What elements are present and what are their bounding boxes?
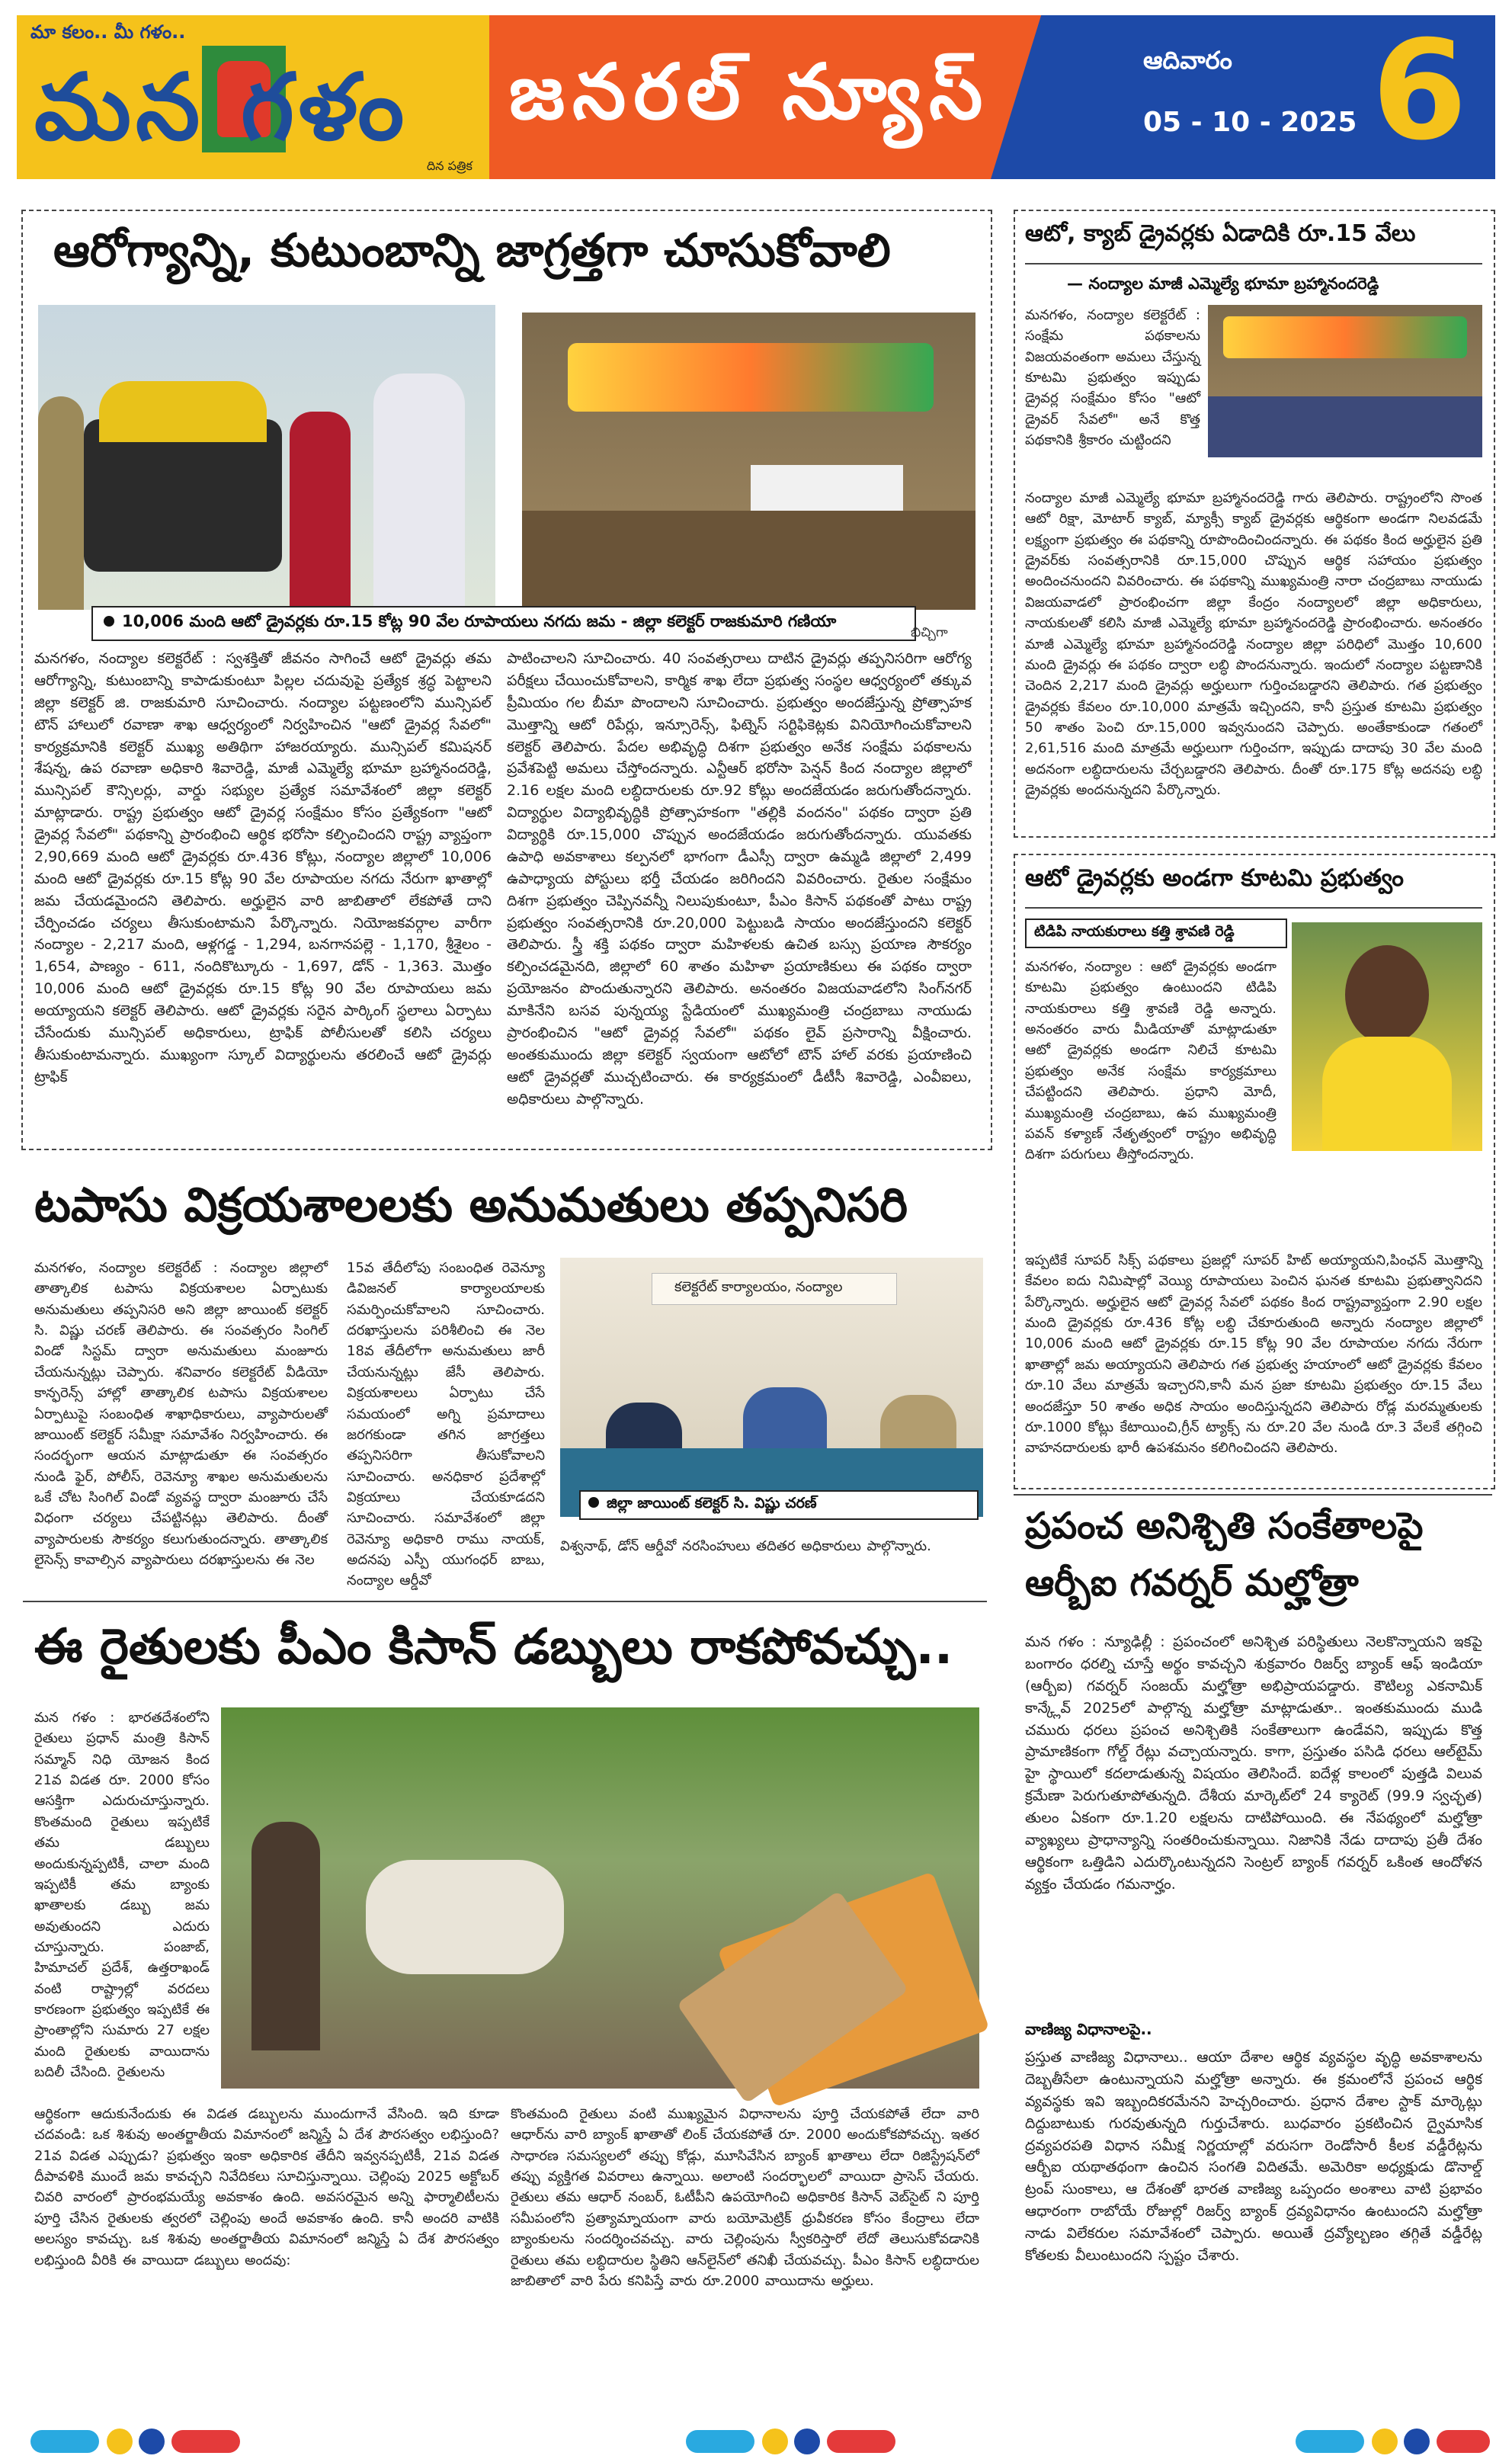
story2-headline[interactable]: ఆటో, క్యాబ్ డ్రైవర్లకు ఏడాదికి రూ.15 వేలు bbox=[1025, 220, 1416, 247]
story1-column-2: పాటించాలని సూచించారు. 40 సంవత్సరాలు దాటిన డ్రైవర్లు తప్పనిసరిగా ఆరోగ్య పరీక్షలు చేయించుకోవాలని, కార్మిక శాఖ లేదా ప్రభుత్వ సంస్థల ఆధ్వర్యంలో తక్కువ ప్రీమియం గల బీమా పొందాలని సూచించారు. ప్రభుత్వం అందజేస్తున్న ప్రోత్సాహక మొత్తాన్ని ఆటో రిపేర్లు, ఇన్సూరెన్స్, ఫిట్నెస్ సర్టిఫికెట్లకు వినియోగించుకోవాలని కలెక్టర్ తెలిపారు. పేదల అభివృద్ధి దిశగా ప్రభుత్వం అనేక సంక్షేమ పథకాలను ప్రవేశపెట్టి అమలు చేస్తోందన్నారు. ఎన్టీఆర్ భరోసా పెన్షన్ కింద నంద్యాల జిల్లాలో 2.16 లక్షల మంది లబ్ధిదారులకు రూ.92 కోట్లు అందజేయడం జరుగుతోందన్నారు. విద్యార్థుల విద్యాభివృద్ధికి ప్రోత్సాహకంగా "తల్లికి వందనం" పథకం ద్వారా ప్రతి విద్యార్థికి రూ.15,000 చొప్పున అందజేయడం జరుగుతోందన్నారు. యువతకు ఉపాధి అవకాశాలు కల్పనలో భాగంగా డీఎస్సీ ద్వారా ఉమ్మడి జిల్లాలో 2,499 ఉపాధ్యాయ పోస్టులు భర్తీ చేయడం జరిగిందని వివరించారు. రైతుల సంక్షేమం దిశగా ప్రభుత్వం చెప్పినవన్నీ నిలుపుకుంటూ, పీఎం కిసాన్ పథకంతో పాటు రాష్ట్ర ప్రభుత్వం సంవత్సరానికి రూ.20,000 పెట్టుబడి సాయం అందజేస్తుందని కలెక్టర్ తెలిపారు. స్త్రీ శక్తి పథకం ద్వారా మహిళలకు ఉచిత బస్సు ప్రయాణ సౌకర్యం కల్పించడమైనది, జిల్లాలో 60 శాతం మహిళా ప్రయాణికులు ఈ పథకం ద్వారా ప్రయోజనం పొందుతున్నారని తెలిపారు. అనంతరం విజయవాడలోని సింగ్‌నగర్ మాకినేని బసవ పున్నయ్య స్టేడియంలో ముఖ్యమంత్రి చంద్రబాబు నాయుడు ప్రారంభించిన "ఆటో డ్రైవర్ల సేవలో" పథకం లైవ్ ప్రసారాన్ని వీక్షించారు. అంతకుముందు జిల్లా కలెక్టర్ స్వయంగా ఆటోలో టౌన్ హాల్ వరకు ప్రయాణించి ఆటో డ్రైవర్లతో ముచ్చటించారు. ఈ కార్యక్రమంలో డీటీసీ శివారెడ్డి, ఎంవీఐలు, అధికారులు పాల్గొన్నారు. bbox=[507, 650, 972, 1108]
story4-photo-meeting bbox=[560, 1258, 983, 1517]
story5-headline[interactable]: ఈ రైతులకు పీఎం కిసాన్ డబ్బులు రాకపోవచ్చు.. bbox=[34, 1619, 953, 1675]
caption-bullet-icon bbox=[588, 1497, 599, 1508]
footer-dot-blue-3 bbox=[1404, 2429, 1430, 2454]
story4-office-sign: కలెక్టరేట్ కార్యాలయం, నంద్యాల bbox=[674, 1279, 843, 1295]
masthead-logo-sub: దిన పత్రిక bbox=[427, 159, 472, 173]
footer-pill-red bbox=[171, 2430, 240, 2453]
masthead bbox=[0, 0, 1512, 191]
footer-bar bbox=[0, 2424, 1512, 2459]
story5-wide-column-2: కొంతమంది రైతులు వంటి ముఖ్యమైన విధానాలను పూర్తి చేయకపోతే లేదా వారి ఆధార్‌ను వారి బ్యాంక్ ఖాతాతో లింక్ చేయకపోతే రూ. 2000 అందుకోకపోవచ్చు. ఇతర సాధారణ సమస్యలలో తప్పు కోడ్లు, మూసివేసిన బ్యాంక్ ఖాతాలు లేదా రిజిస్ట్రేషన్‌లో తప్పు వ్యక్తిగత వివరాలు ఉన్నాయి. అలాంటి సందర్భాలలో వాయిదా ప్రాసెస్ చేయరు. రైతులు తమ ఆధార్ నంబర్, ఓటీపీని ఉపయోగించి అధికారిక కిసాన్ వెబ్‌సైట్ ని పూర్తి సమీపంలోని ప్రత్యామ్నాయంగా వారు బయోమెట్రిక్ ధ్రువీకరణ కోసం కేంద్రాలు లేదా బ్యాంకులను సందర్శించవచ్చు. వారు చెల్లింపును స్వీకరిస్తారో లేదో తెలుసుకోవడానికి రైతులు తమ లబ్ధిదారుల స్థితిని ఆన్‌లైన్‌లో తనిఖీ చేయవచ్చు. పీఎం కిసాన్ లబ్ధిదారుల జాబితాలో వారి పేరు కనిపిస్తే వారు రూ.2000 వాయిదాను అర్హులు. bbox=[511, 2106, 979, 2289]
story2-byline-text: నంద్యాల మాజీ ఎమ్మెల్యే భూమా బ్రహ్మానందరెడ్డి bbox=[1088, 274, 1379, 293]
footer-dot-blue bbox=[139, 2429, 165, 2454]
story3-portrait bbox=[1292, 922, 1482, 1151]
story1-photo-ceremony bbox=[522, 313, 975, 610]
masthead-logo[interactable]: మన గళం bbox=[34, 53, 409, 161]
story3-lead: మనగళం, నంద్యాల : ఆటో డ్రైవర్లకు అండగా కూటమి ప్రభుత్వం ఉంటుందని టిడిపి నాయకురాలు కత్తి శ్రావణి రెడ్డి అన్నారు. అనంతరం వారు మీడియాతో మాట్లాడుతూ ఆటో డ్రైవర్లకు అండగా నిలిచే కూటమి ప్రభుత్వం అనేక సంక్షేమ కార్యక్రమాలు చేపట్టిందని తెలిపారు. ప్రధాని మోదీ, ముఖ్యమంత్రి చంద్రబాబు, ఉప ముఖ్యమంత్రి పవన్ కళ్యాణ్ నేతృత్వంలో రాష్ట్రం అభివృద్ధి దిశగా పరుగులు తీస్తోందన్నారు. bbox=[1025, 959, 1277, 1163]
story1-headline[interactable]: ఆరోగ్యాన్ని, కుటుంబాన్ని జాగ్రత్తగా చూసుకోవాలి bbox=[53, 224, 891, 277]
story5-narrow-column: మన గళం : భారతదేశంలోని రైతులు ప్రధాన్ మంత్రి కిసాన్ సమ్మాన్ నిధి యోజన కింద 21వ విడత రూ. 2000 కోసం ఆసక్తిగా ఎదురుచూస్తున్నారు. కొంతమంది రైతులు ఇప్పటికే తమ డబ్బులు అందుకున్నప్పటికీ, చాలా మంది ఇప్పటికీ తమ బ్యాంకు ఖాతాలకు డబ్బు జమ అవుతుందని ఎదురు చూస్తున్నారు. పంజాబ్, హిమాచల్ ప్రదేశ్, ఉత్తరాఖండ్ వంటి రాష్ట్రాల్లో వరదలు కారణంగా ప్రభుత్వం ఇప్పటికే ఈ ప్రాంతాల్లోని సుమారు 27 లక్షల మంది రైతులకు వాయిదాను బదిలీ చేసింది. రైతులను bbox=[34, 1710, 210, 2081]
story6-headline-2[interactable]: ఆర్బీఐ గవర్నర్ మల్హోత్రా bbox=[1025, 1562, 1359, 1605]
story6-body-2: ప్రస్తుత వాణిజ్య విధానాలు.. ఆయా దేశాల ఆర్థిక వ్యవస్థల వృద్ధి అవకాశాలను దెబ్బతీసేలా ఉంటున్నాయని మల్హోత్రా అన్నారు. ఈ క్రమంలోనే ప్రపంచ ఆర్థిక వ్యవస్థకు ఇవి ఇబ్బందికరమేనని హెచ్చరించారు. ప్రధాన దేశాల స్టాక్ మార్కెట్లు దిద్దుబాటుకు గురవుతున్నది గుర్తుచేశారు. బుధవారం ప్రకటించిన ద్వైమాసిక ద్రవ్యపరపతి విధాన సమీక్ష నిర్ణయాల్లో వరుసగా రెండోసారీ కీలక వడ్డీరేట్లను ఆర్బీఐ యథాతథంగా ఉంచిన సంగతి విదితమే. అమెరికా అధ్యక్షుడు డొనాల్డ్ ట్రంప్ సుంకాలు, ఆ దేశంతో భారత వాణిజ్య ఒప్పందం అంశాలు వాటి ప్రభావం ఆధారంగా రాబోయే రోజుల్లో రిజర్వ్ బ్యాంక్ ద్రవ్యవిధానం ఉంటుందని మల్హోత్రా నాడు విలేకరుల సమావేశంలో చెప్పారు. అయితే ద్రవ్యోల్బణం తగ్గితే వడ్డీరేట్ల కోతలకు వీలుంటుందని స్పష్టం చేశారు. bbox=[1025, 2049, 1482, 2264]
story6-subhead: వాణిజ్య విధానాలపై.. bbox=[1025, 2020, 1152, 2038]
story1-side-label: బిచ్చిగా bbox=[911, 625, 948, 640]
issue-date: 05 - 10 - 2025 bbox=[1143, 107, 1357, 138]
story4-bottom-rule bbox=[23, 1601, 987, 1602]
footer-pill-blue bbox=[30, 2430, 99, 2453]
footer-dot-yellow-3 bbox=[1372, 2429, 1398, 2454]
story4-column-3: విశ్వనాథ్, డోన్ ఆర్డీవో నరసింహులు తదితర అధికారులు పాల్గొన్నారు. bbox=[560, 1538, 931, 1554]
footer-pill-red-3 bbox=[1437, 2430, 1490, 2453]
story2-byline: — నంద్యాల మాజీ ఎమ్మెల్యే భూమా బ్రహ్మానందరెడ్డి bbox=[1067, 274, 1379, 293]
footer-dot-yellow-2 bbox=[762, 2429, 788, 2454]
story4-column-2: 15వ తేదీలోపు సంబంధిత రెవెన్యూ డివిజనల్ కార్యాలయాలకు సమర్పించుకోవాలని సూచించారు. దరఖాస్తులను పరిశీలించి ఈ నెల 18వ తేదీలోగా అనుమతులు జారీ చేయనున్నట్లు జేసీ తెలిపారు. విక్రయశాలలు ఏర్పాటు చేసే సమయంలో అగ్ని ప్రమాదాలు జరగకుండా తగిన జాగ్రత్తలు తప్పనిసరిగా తీసుకోవాలని సూచించారు. అనధికార ప్రదేశాల్లో విక్రయాలు చేయకూడదని సూచించారు. సమావేశంలో జిల్లా రెవెన్యూ అధికారి రాము నాయక్, అదనపు ఎస్పీ యుగంధర్ బాబు, నంద్యాల ఆర్డీవో bbox=[347, 1260, 545, 1589]
page-number: 6 bbox=[1372, 11, 1468, 171]
caption-bullet-icon bbox=[104, 616, 114, 627]
story3-body: ఇప్పటికే సూపర్ సిక్స్ పథకాలు ప్రజల్లో సూపర్ హిట్ అయ్యాయని,పింఛన్ మొత్తాన్ని కేవలం ఐదు నిమిషాల్లో వెయ్యి రూపాయలు పెంచిన ఘనత కూటమి ప్రభుత్వానిదని పేర్కొన్నారు. అర్హులైన ఆటో డ్రైవర్ల సేవలో పథకం కింద రాష్ట్రవ్యాప్తంగా 2.90 లక్షల మంది డ్రైవర్లకు రూ.436 కోట్ల లబ్ధి చేకూరుతుంది అన్నారు నంద్యాల జిల్లాలో 10,006 మంది ఆటో డ్రైవర్లకు రూ.15 కోట్ల 90 వేల రూపాయల నగదు నేరుగా ఖాతాల్లో జమ అయ్యాయని తెలిపారు గత ప్రభుత్వ హయాంలో ఆటో డ్రైవర్లకు కేవలం రూ.10 వేలు మాత్రమే ఇచ్చారని,కానీ మన ప్రజా కూటమి ప్రభుత్వం రూ.15 వేలు అందజేస్తూ 50 శాతం అధిక సాయం అందిస్తున్నదని తెలిపారు రోడ్ల మరమ్మతులకు రూ.1000 కోట్లు కేటాయించి,గ్రీన్ ట్యాక్స్ ను రూ.20 వేల నుండి రూ.3 వేలకే తగ్గించి వాహనదారులకు భారీ ఉపశమనం కలిగించిందని తెలిపారు. bbox=[1025, 1252, 1482, 1457]
story6-top-rule bbox=[1014, 1494, 1492, 1496]
story6-headline-1[interactable]: ప్రపంచ అనిశ్చితి సంకేతాలపై bbox=[1025, 1505, 1424, 1547]
section-title: జనరల్ న్యూస్ bbox=[509, 47, 991, 136]
footer-pill-blue-2 bbox=[686, 2430, 754, 2453]
story1-photo-auto bbox=[38, 305, 495, 610]
story1-caption bbox=[91, 606, 916, 641]
footer-dot-yellow bbox=[107, 2429, 133, 2454]
story2-rule bbox=[1025, 263, 1482, 264]
footer-pill-red-2 bbox=[827, 2430, 895, 2453]
story6-body: మన గళం : న్యూఢిల్లీ : ప్రపంచంలో అనిశ్చిత పరిస్థితులు నెలకొన్నాయని ఇకపై బంగారం ధరల్ని చూస్తే అర్థం కావచ్చని శుక్రవారం రిజర్వ్ బ్యాంక్ ఆఫ్ ఇండియా (ఆర్బీఐ) గవర్నర్ సంజయ్ మల్హోత్రా అభిప్రాయపడ్డారు. కౌటిల్య ఎకనామిక్ కాన్క్లేవ్ 2025లో పాల్గొన్న మల్హోత్రా మాట్లాడుతూ.. ఇంతకుముందు ముడి చమురు ధరలు ప్రపంచ అనిశ్చితికి సంకేతాలుగా ఉండేవని, ఇప్పుడు కొత్త ప్రామాణికంగా గోల్డ్ రేట్లు వచ్చాయన్నారు. కాగా, ప్రస్తుతం పసిడి ధరలు ఆల్‌టైమ్ హై స్థాయిలో కదలాడుతున్న విషయం తెలిసిందే. ఐదేళ్ల కాలంలో పుత్తడి విలువ క్రమేణా పెరుగుతూపోతున్నది. దేశీయ మార్కెట్‌లో 24 క్యారెట్ (99.9 స్వచ్ఛత) తులం ఏకంగా రూ.1.20 లక్షలను దాటిపోయింది. ఈ నేపథ్యంలో మల్హోత్రా వ్యాఖ్యలు ప్రాధాన్యాన్ని సంతరించుకున్నాయి. నిజానికి నేడు దాదాపు ప్రతీ దేశం ఆర్థికంగా ఒత్తిడిని ఎదుర్కొంటున్నదని సెంట్రల్ బ్యాంక్ గవర్నర్ ఒకింత ఆందోళన వ్యక్తం చేయడం గమనార్హం. bbox=[1025, 1633, 1482, 1893]
story3-rule bbox=[1025, 907, 1482, 909]
story4-caption-text: జిల్లా జాయింట్ కలెక్టర్ సి. విష్ణు చరణ్ bbox=[607, 1495, 817, 1512]
story1-column-1: మనగళం, నంద్యాల కలెక్టరేట్ : స్వశక్తితో జీవనం సాగించే ఆటో డ్రైవర్లు తమ ఆరోగ్యాన్ని, కుటుంబాన్ని కాపాడుకుంటూ పిల్లల చదువుపై ప్రత్యేక శ్రద్ధ పెట్టాలని జిల్లా కలెక్టర్ జి. రాజకుమారి సూచించారు. నంద్యాల పట్టణంలోని మున్సిపల్ టౌన్ హాలులో రవాణా శాఖ ఆధ్వర్యంలో నిర్వహించిన "ఆటో డ్రైవర్ల సేవలో" కార్యక్రమానికి కలెక్టర్ ముఖ్య అతిథిగా హాజరయ్యారు. మున్సిపల్ కమిషనర్ శేషన్న, ఉప రవాణా అధికారి శివారెడ్డి, మాజీ ఎమ్మెల్యే భూమా బ్రహ్మానందరెడ్డి, మున్సిపల్ కౌన్సిలర్లు, వార్డు సభ్యుల ప్రత్యేక సమావేశంలో జిల్లా కలెక్టర్ మాట్లాడారు. రాష్ట్ర ప్రభుత్వం ఆటో డ్రైవర్ల సంక్షేమం కోసం ప్రత్యేకంగా "ఆటో డ్రైవర్ల సేవలో" పథకాన్ని ప్రారంభించి ఆర్థిక భరోసా కల్పించిందని రాష్ట్ర వ్యాప్తంగా 2,90,669 మంది ఆటో డ్రైవర్లకు రూ.436 కోట్లు, నంద్యాల జిల్లాలో 10,006 మంది ఆటో డ్రైవర్లకు రూ.15 కోట్ల 90 వేల రూపాయల నగదు నేరుగా ఖాతాల్లో జమ చేయడమైందని తెలిపారు. అర్హులైన వారి జాబితాలో లేకపోతే దాని చేర్పించడం చర్యలు తీసుకుంటామని పేర్కొన్నారు. నియోజకవర్గాల వారీగా నంద్యాల - 2,217 మంది, ఆళ్లగడ్డ - 1,294, బనగానపల్లె - 1,170, శ్రీశైలం - 1,654, పాణ్యం - 611, నందికొట్కూరు - 1,697, డోన్ - 1,363. మొత్తం 10,006 మంది ఆటో డ్రైవర్లకు రూ.15 కోట్ల 90 వేల రూపాయలు జమ అయ్యాయని కలెక్టర్ తెలిపారు. ఆటో డ్రైవర్లకు సరైన పార్కింగ్ స్థలాలు ఏర్పాటు చేసేందుకు మున్సిపల్ అధికారులు, ట్రాఫిక్ పోలీసులతో కలిసి చర్యలు తీసుకుంటామన్నారు. ముఖ్యంగా స్కూల్ విద్యార్థులను తరలించే ఆటో డ్రైవర్లు ట్రాఫిక్ bbox=[34, 650, 492, 1085]
story3-headline[interactable]: ఆటో డ్రైవర్లకు అండగా కూటమి ప్రభుత్వం bbox=[1025, 864, 1404, 892]
story3-byline-text: టిడిపి నాయకురాలు కత్తి శ్రావణి రెడ్డి bbox=[1034, 923, 1235, 940]
story5-wide-column-1: ఆర్థికంగా ఆదుకునేందుకు ఈ విడత డబ్బులను ముందుగానే వేసింది. ఇది కూడా చదవండి: ఒక శిశువు అంతర్జాతీయ విమానంలో జన్మిస్తే ఏ దేశ పౌరసత్వం లభిస్తుంది? 21వ విడత ఎప్పుడు? ప్రభుత్వం ఇంకా అధికారిక తేదీని ఇవ్వనప్పటికీ, 21వ విడత దీపావళికి ముందే జమ కావచ్చని నివేదికలు సూచిస్తున్నాయి. చెల్లింపు 2025 అక్టోబర్ చివరి వారంలో ప్రారంభమయ్యే అవకాశం ఉంది. అవసరమైన అన్ని ఫార్మాలిటీలను పూర్తి చేసిన రైతులకు త్వరలో చెల్లింపు అందే అవకాశం ఉంది. కానీ అందరి వాటికి అలస్యం కావచ్చు. ఒక శిశువు అంతర్జాతీయ విమానంలో జన్మిస్తే ఏ దేశ పౌరసత్వం లభిస్తుంది వీరికి ఈ వాయిదా డబ్బులు అందవు: bbox=[34, 2106, 499, 2268]
story2-body: నంద్యాల మాజీ ఎమ్మెల్యే భూమా బ్రహ్మానందరెడ్డి గారు తెలిపారు. రాష్ట్రంలోని సొంత ఆటో రిక్షా, మోటార్ క్యాబ్, మ్యాక్సీ క్యాబ్ డ్రైవర్లకు ఆర్థికంగా అండగా నిలవడమే లక్ష్యంగా ప్రభుత్వం ఈ పథకాన్ని రూపొందించిందన్నారు. ఈ పథకం కింద అర్హులైన ప్రతి డ్రైవర్‌కు సంవత్సరానికి రూ.15,000 చొప్పున ఆర్థిక సహాయం ప్రభుత్వం అందించనుందని వివరించారు. ఈ పథకాన్ని ముఖ్యమంత్రి నారా చంద్రబాబు నాయుడు విజయవాడలో ప్రారంభించగా జిల్లా కేంద్రం నంద్యాలలో జిల్లా అధికారులు, నాయకులతో కలిసి మాజీ ఎమ్మెల్యే భూమా బ్రహ్మానందరెడ్డి ప్రారంభించారు. అనంతరం మాజీ ఎమ్మెల్యే భూమా బ్రహ్మానందరెడ్డి నంద్యాల జిల్లా పరిధిలో మొత్తం 10,600 మంది డ్రైవర్లు ఈ పథకం ద్వారా లబ్ధి పొందనున్నారు. ఇందులో నంద్యాల పట్టణానికి చెందిన 2,217 మంది డ్రైవర్లు అర్హులుగా గుర్తించబడ్డారని తెలిపారు. గత ప్రభుత్వం డ్రైవర్లకు కేవలం రూ.10,000 మాత్రమే ఇచ్చిందని, కానీ ప్రస్తుత కూటమి ప్రభుత్వం 50 శాతం పెంచి రూ.15,000 ఇవ్వనుందని చెప్పారు. అంతేకాకుండా గతంలో 2,61,516 మంది మాత్రమే అర్హులుగా గుర్తించగా, ఇప్పుడు దాదాపు 30 వేల మంది అదనంగా లబ్ధిదారులను చేర్చబడ్డారని తెలిపారు. దీంతో రూ.175 కోట్ల అదనపు లబ్ధి డ్రైవర్లకు అందనున్నదని పేర్కొన్నారు. bbox=[1025, 490, 1482, 799]
story4-column-1: మనగళం, నంద్యాల కలెక్టరేట్ : నంద్యాల జిల్లాలో తాత్కాలిక టపాసు విక్రయశాలల ఏర్పాటుకు అనుమతులు తప్పనిసరి అని జిల్లా జాయింట్ కలెక్టర్ సి. విష్ణు చరణ్ తెలిపారు. ఈ సంవత్సరం సింగిల్ విండో సిస్టమ్ ద్వారా అనుమతులు మంజూరు చేయనున్నట్లు చెప్పారు. శనివారం కలెక్టరేట్ వీడియో కాన్ఫరెన్స్ హాల్లో తాత్కాలిక టపాసు విక్రయశాలల ఏర్పాటుపై సంబంధిత శాఖాధికారులు, వ్యాపారులతో జాయింట్ కలెక్టర్ సమీక్షా సమావేశం నిర్వహించారు. ఈ సందర్భంగా ఆయన మాట్లాడుతూ ఈ సంవత్సరం నుండి ఫైర్, పోలీస్, రెవెన్యూ శాఖల అనుమతులను ఒకే చోట సింగిల్ విండో వ్యవస్థ ద్వారా మంజూరు చేసే విధంగా చర్యలు చేపట్టినట్లు తెలిపారు. దీంతో వ్యాపారులకు సౌకర్యం కలుగుతుందన్నారు. తాత్కాలిక లైసెన్స్ కావాల్సిన వ్యాపారులు దరఖాస్తులను ఈ నెల bbox=[34, 1260, 328, 1569]
story5-photo-farm bbox=[221, 1707, 979, 2089]
story4-caption bbox=[579, 1490, 979, 1520]
story2-lead: మనగళం, నంద్యాల కలెక్టరేట్ : సంక్షేమ పథకాలను విజయవంతంగా అమలు చేస్తున్న కూటమి ప్రభుత్వం ఇప్పుడు డ్రైవర్ల సంక్షేమం కోసం "ఆటో డ్రైవర్ సేవలో" అనే కొత్త పథకానికి శ్రీకారం చుట్టిందని bbox=[1025, 307, 1200, 449]
story2-photo bbox=[1208, 305, 1482, 457]
story3-byline bbox=[1025, 919, 1287, 948]
footer-dot-blue-2 bbox=[794, 2429, 820, 2454]
story4-headline[interactable]: టపాసు విక్రయశాలలకు అనుమతులు తప్పనిసరి bbox=[34, 1177, 908, 1233]
masthead-slogan: మా కలం.. మీ గళం.. bbox=[30, 21, 186, 43]
footer-pill-blue-3 bbox=[1296, 2430, 1364, 2453]
story1-caption-text: 10,006 మంది ఆటో డ్రైవర్లకు రూ.15 కోట్ల 90 వేల రూపాయలు నగదు జమ - జిల్లా కలెక్టర్ రాజకుమారి గణియా bbox=[122, 612, 837, 630]
issue-day: ఆదివారం bbox=[1143, 46, 1232, 75]
